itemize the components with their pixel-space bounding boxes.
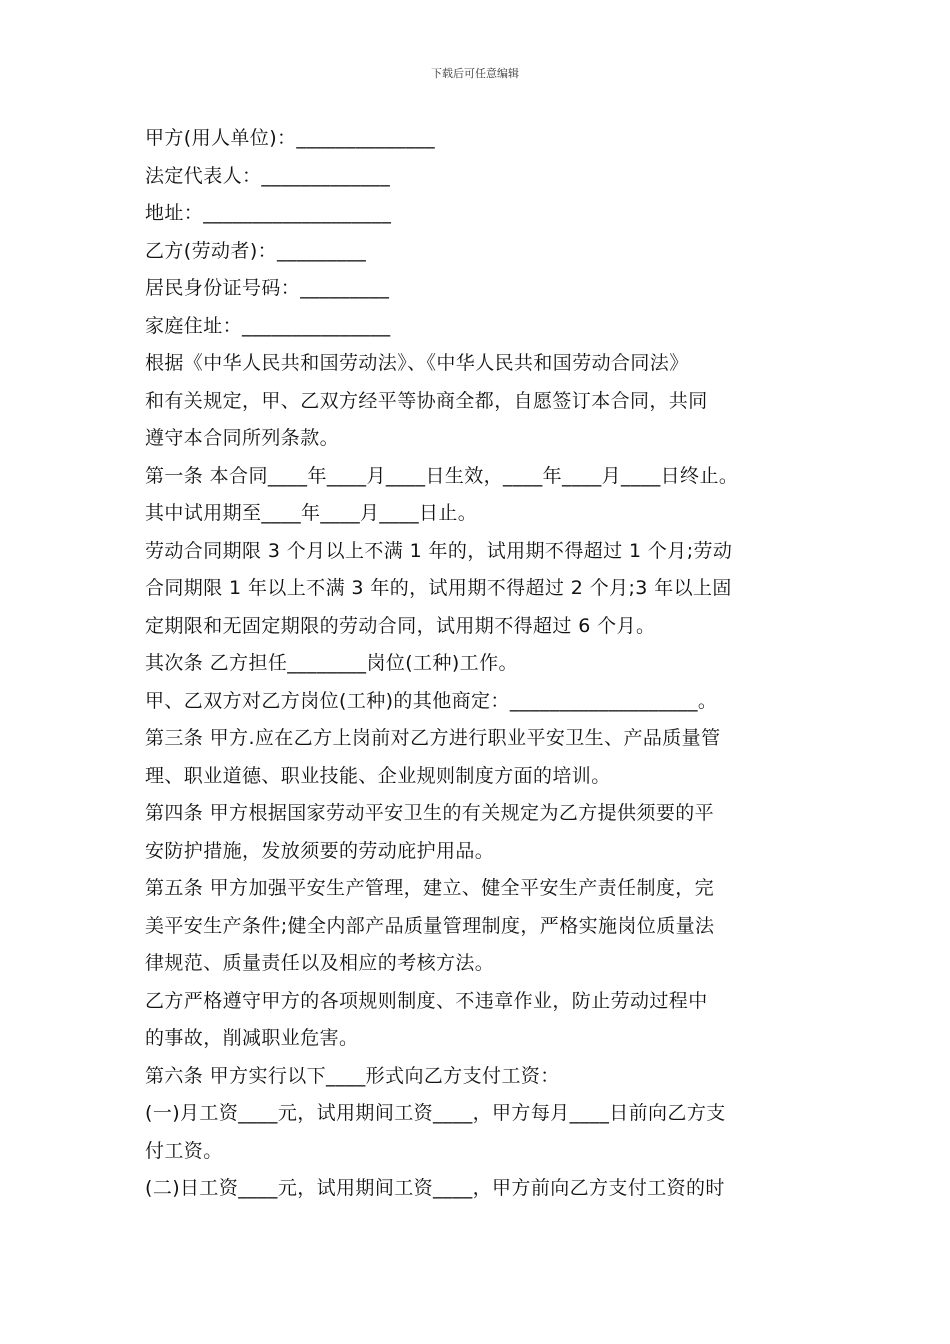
party-b-worker-line: 乙方(劳动者)：_________ bbox=[145, 239, 367, 262]
article-5-line-1: 第五条 甲方加强平安生产管理，建立、健全平安生产责任制度，完 bbox=[145, 877, 715, 899]
article-3-line-1: 第三条 甲方.应在乙方上岗前对乙方进行职业平安卫生、产品质量管 bbox=[145, 727, 721, 749]
address-line: 地址：___________________ bbox=[145, 202, 392, 224]
article-3-line-2: 理、职业道德、职业技能、企业规则制度方面的培训。 bbox=[145, 764, 611, 787]
article-4-line-2: 安防护措施，发放须要的劳动庇护用品。 bbox=[145, 839, 495, 862]
article-5-line-3: 律规范、质量责任以及相应的考核方法。 bbox=[145, 952, 495, 974]
party-b-obligation-line-2: 的事故，削减职业危害。 bbox=[145, 1027, 359, 1049]
legal-representative-line: 法定代表人：_____________ bbox=[145, 164, 391, 187]
preamble-line-1: 根据《中华人民共和国劳动法》、《中华人民共和国劳动合同法》 bbox=[145, 352, 689, 374]
other-agreement-line: 甲、乙双方对乙方岗位(工种)的其他商定：___________________。 bbox=[145, 689, 718, 712]
monthly-wage-line-2: 付工资。 bbox=[145, 1139, 223, 1162]
daily-wage-line: (二)日工资____元，试用期间工资____，甲方前向乙方支付工资的时 bbox=[145, 1177, 725, 1199]
monthly-wage-line-1: (一)月工资____元，试用期间工资____，甲方每月____日前向乙方支 bbox=[145, 1102, 726, 1124]
party-a-employer-line: 甲方(用人单位)：______________ bbox=[145, 127, 436, 149]
preamble-line-2: 和有关规定，甲、乙双方经平等协商全都，自愿签订本合同，共同 bbox=[145, 389, 708, 412]
article-6-line: 第六条 甲方实行以下____形式向乙方支付工资： bbox=[145, 1064, 560, 1087]
article-1-line-1: 第一条 本合同____年____月____日生效，____年____月____日终止。 bbox=[145, 464, 739, 487]
preamble-line-3: 遵守本合同所列条款。 bbox=[145, 427, 340, 449]
article-2-line: 其次条 乙方担任________岗位(工种)工作。 bbox=[145, 652, 518, 674]
id-number-line: 居民身份证号码：_________ bbox=[145, 277, 390, 299]
home-address-line: 家庭住址：_______________ bbox=[145, 314, 391, 337]
probation-rule-line-3: 定期限和无固定期限的劳动合同，试用期不得超过 6 个月。 bbox=[145, 614, 656, 637]
probation-rule-line-1: 劳动合同期限 3 个月以上不满 1 年的，试用期不得超过 1 个月;劳动 bbox=[145, 539, 733, 562]
article-5-line-2: 美平安生产条件;健全内部产品质量管理制度，严格实施岗位质量法 bbox=[145, 914, 715, 937]
probation-rule-line-2: 合同期限 1 年以上不满 3 年的，试用期不得超过 2 个月;3 年以上固 bbox=[145, 577, 732, 599]
contract-body bbox=[145, 120, 815, 1208]
article-4-line-1: 第四条 甲方根据国家劳动平安卫生的有关规定为乙方提供须要的平 bbox=[145, 802, 715, 824]
article-1-line-2: 其中试用期至____年____月____日止。 bbox=[145, 502, 478, 524]
page-header: 下载后可任意编辑 bbox=[431, 67, 519, 80]
party-b-obligation-line-1: 乙方严格遵守甲方的各项规则制度、不违章作业，防止劳动过程中 bbox=[145, 989, 708, 1012]
